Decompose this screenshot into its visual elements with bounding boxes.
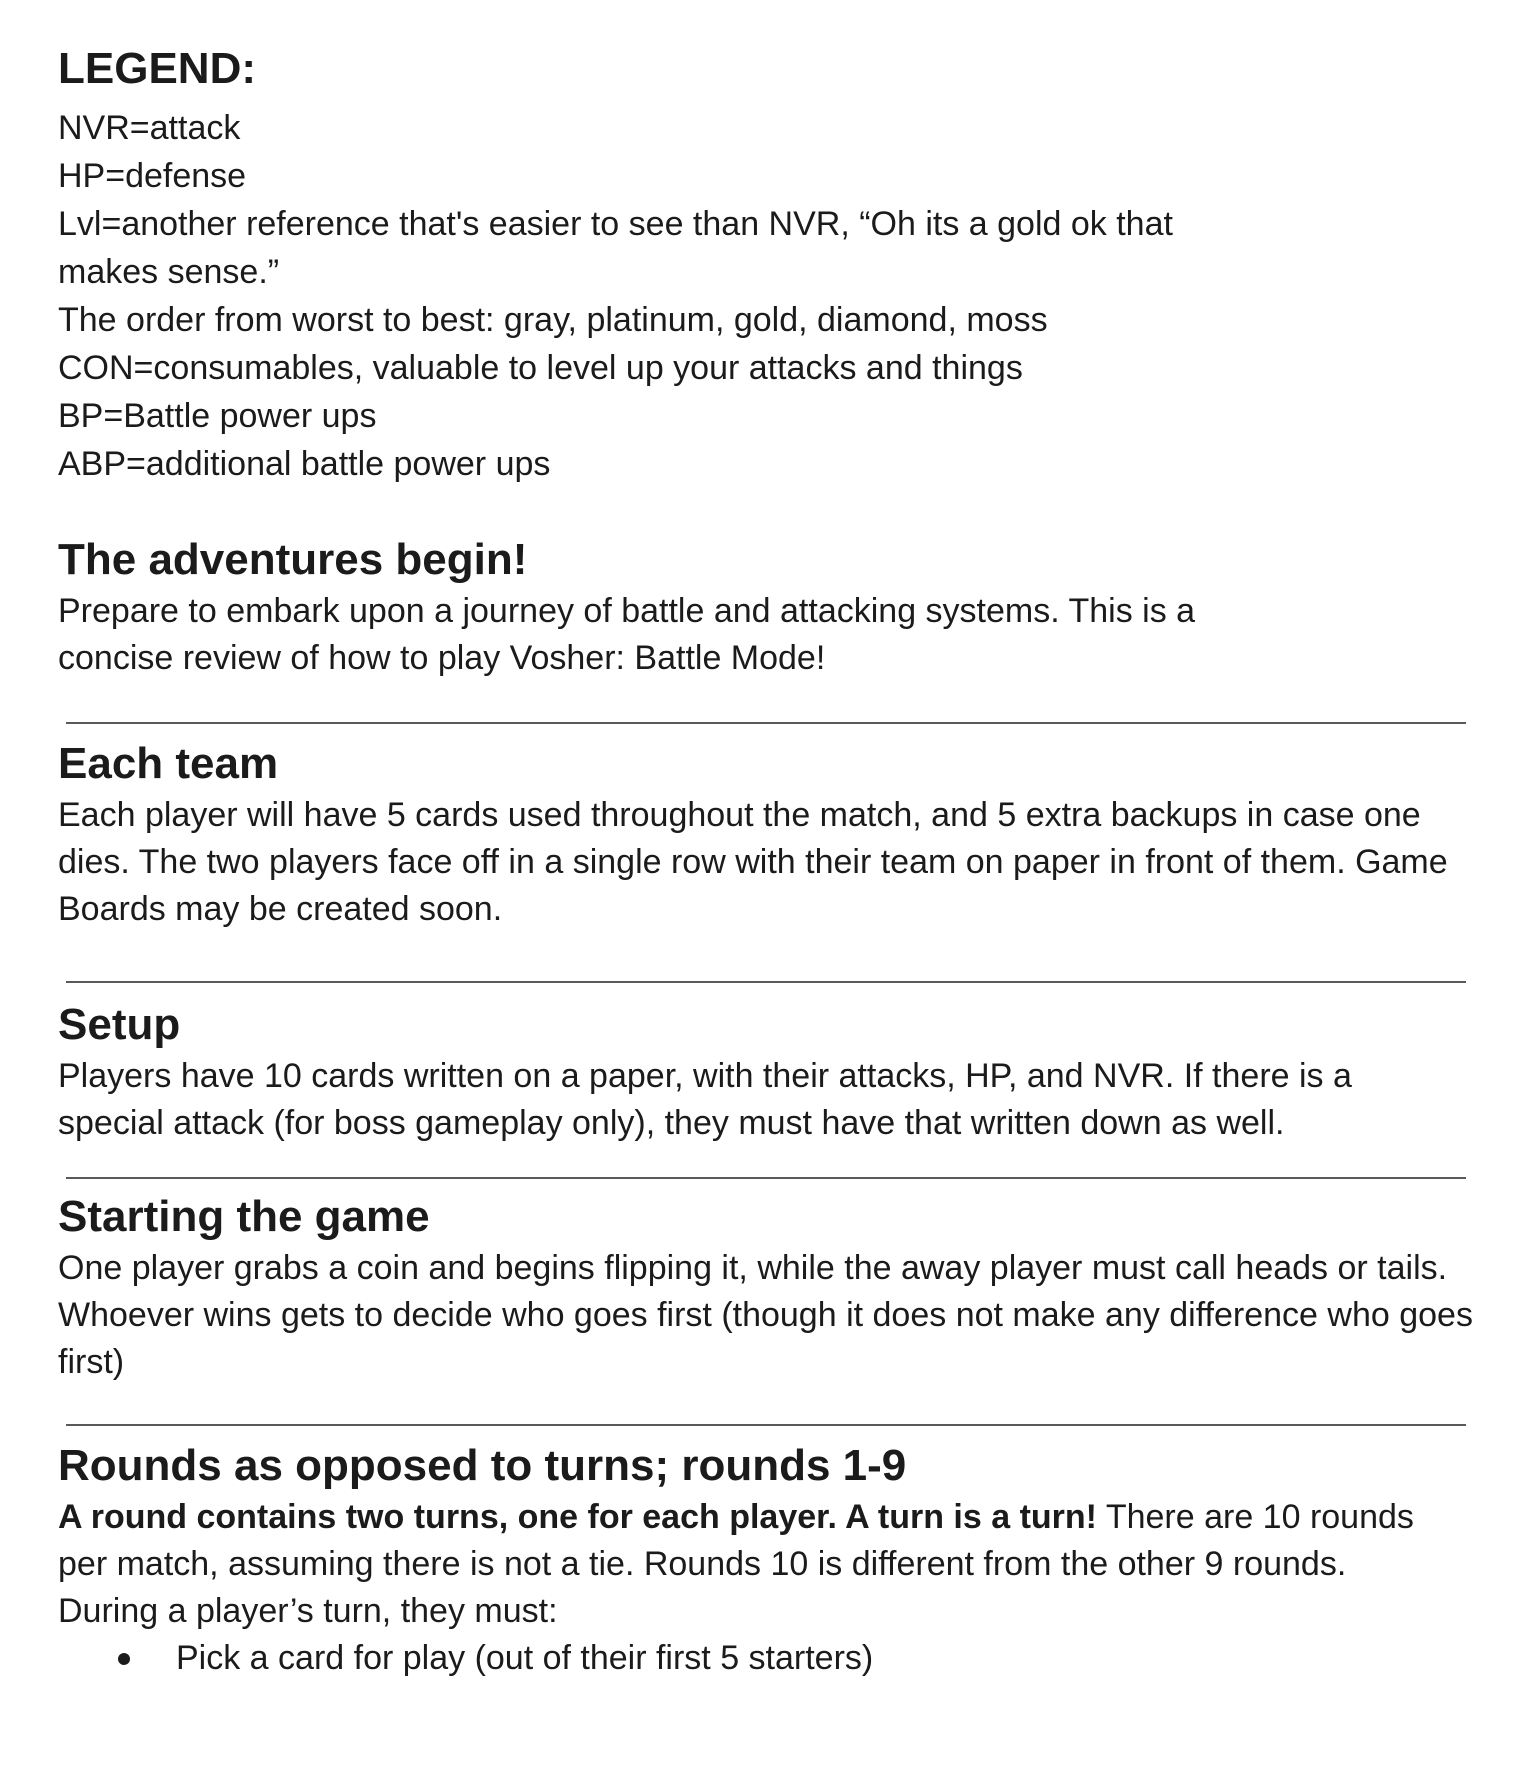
divider: [66, 1424, 1466, 1426]
divider: [66, 722, 1466, 724]
section-body: Prepare to embark upon a journey of battle and attacking systems. This is a concise review of how to play Vosher: Battle Mode!: [58, 592, 1196, 677]
divider: [66, 981, 1466, 983]
section-body: Each player will have 5 cards used throughout the match, and 5 extra backups in case one dies. The two players face off in a single row with their team on paper in front of them. Game Boards may be created soon.: [58, 796, 1448, 928]
body-text: There are 10 rounds per match, assuming there is not a tie. Rounds 10 is different from the other 9 rounds.: [58, 1498, 1414, 1583]
section-title: The adventures begin!: [58, 535, 528, 584]
intro-section: [58, 532, 1465, 682]
each-team-section: [58, 736, 1465, 933]
setup-section: [58, 997, 1465, 1147]
section-body: One player grabs a coin and begins flipping it, while the away player must call heads or tails. Whoever wins gets to decide who goes first (though it does not make any difference who goes first): [58, 1249, 1473, 1381]
section-title: Each team: [58, 739, 279, 788]
legend-line: BP=Battle power ups: [58, 397, 377, 435]
bullet-icon: [118, 1653, 130, 1665]
legend-line: CON=consumables, valuable to level up your attacks and things: [58, 349, 1023, 387]
legend-line: The order from worst to best: gray, platinum, gold, diamond, moss: [58, 301, 1048, 339]
turn-steps-list: [58, 1635, 1465, 1682]
legend-line: NVR=attack: [58, 109, 241, 147]
section-title: Starting the game: [58, 1192, 430, 1241]
divider: [66, 1177, 1466, 1179]
section-body: [58, 1494, 1463, 1588]
starting-section: [58, 1189, 1473, 1386]
legend-line: ABP=additional battle power ups: [58, 445, 551, 483]
list-item: [118, 1635, 1465, 1682]
list-item-text: Pick a card for play (out of their first 5 starters): [176, 1639, 874, 1677]
section-title: Setup: [58, 1000, 181, 1049]
legend-title: LEGEND:: [58, 44, 256, 93]
turn-intro: During a player’s turn, they must:: [58, 1592, 558, 1630]
rounds-section: [58, 1438, 1465, 1682]
legend-section: [58, 40, 1465, 488]
bold-lead-text: A round contains two turns, one for each player. A turn is a turn!: [58, 1498, 1097, 1536]
section-body: Players have 10 cards written on a paper, with their attacks, HP, and NVR. If there is a special attack (for boss gameplay only), they must have that written down as well.: [58, 1057, 1352, 1142]
legend-line: Lvl=another reference that's easier to see than NVR, “Oh its a gold ok that makes sense.”: [58, 205, 1173, 291]
legend-line: HP=defense: [58, 157, 247, 195]
section-title: Rounds as opposed to turns; rounds 1-9: [58, 1441, 907, 1490]
